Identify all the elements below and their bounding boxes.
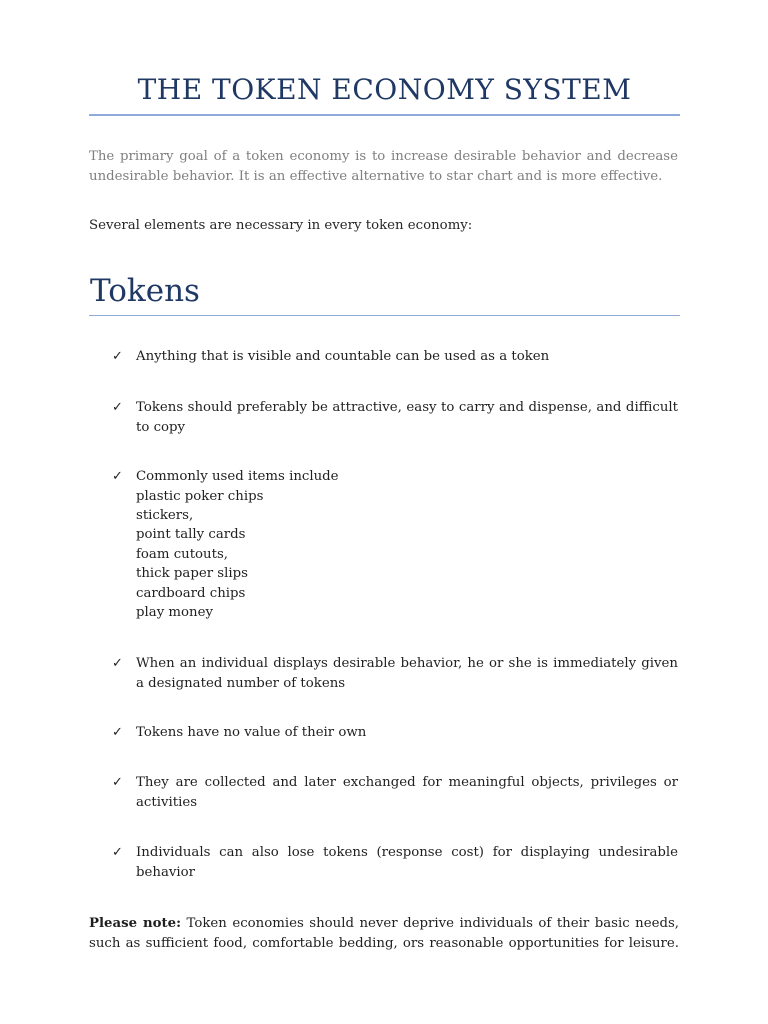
list-item-label: Commonly used items include: [136, 469, 339, 484]
page-title: THE TOKEN ECONOMY SYSTEM: [137, 73, 632, 106]
sub-list-item: thick paper slips: [136, 566, 248, 582]
list-item-text: They are collected and later exchanged for meaningful objects, privileges or activities: [136, 775, 678, 810]
checkmark-icon: ✓: [112, 845, 123, 860]
checkmark-icon: ✓: [112, 725, 123, 740]
list-item: [112, 773, 678, 812]
list-item-text: Tokens have no value of their own: [136, 725, 367, 740]
checkmark-icon: ✓: [112, 775, 123, 790]
token-examples-list: [136, 487, 678, 623]
sub-list-item: cardboard chips: [136, 585, 246, 601]
sub-list-item: plastic poker chips: [136, 488, 264, 504]
list-item-text: [136, 467, 678, 622]
list-item-text: Individuals can also lose tokens (response cost) for displaying undesirable behavior: [136, 845, 678, 880]
section-heading-tokens: Tokens: [90, 273, 200, 309]
list-item-text: When an individual displays desirable behavior, he or she is immediately given a designated number of tokens: [136, 656, 678, 691]
section-heading-underline: [89, 315, 680, 316]
checkmark-icon: ✓: [112, 349, 123, 364]
list-item: [112, 467, 678, 622]
sub-list-item: stickers,: [136, 507, 194, 523]
note-label: Please note:: [89, 916, 182, 931]
sub-list-item: foam cutouts,: [136, 546, 229, 562]
elements-paragraph: Several elements are necessary in every token economy:: [89, 218, 473, 233]
list-item: [112, 347, 678, 367]
list-item-text: Tokens should preferably be attractive, easy to carry and dispense, and difficult to copy: [136, 400, 678, 435]
note-paragraph: [89, 914, 679, 954]
checkmark-icon: ✓: [112, 469, 123, 484]
note-text: Token economies should never deprive individuals of their basic needs, such as sufficient food, comfortable bedding, ors reasonable opportunities for leisure.: [89, 916, 680, 951]
title-underline: [89, 114, 680, 116]
checkmark-icon: ✓: [112, 400, 123, 415]
list-item: [112, 398, 678, 437]
list-item-text: Anything that is visible and countable can be used as a token: [136, 349, 550, 364]
list-item: [112, 843, 678, 882]
sub-list-item: point tally cards: [136, 527, 246, 543]
intro-paragraph: The primary goal of a token economy is to increase desirable behavior and decrease undesirable behavior. It is an effective alternative to star chart and is more effective.: [89, 149, 678, 184]
sub-list-item: play money: [136, 604, 213, 620]
list-item: [112, 723, 678, 743]
checkmark-icon: ✓: [112, 656, 123, 671]
list-item: [112, 654, 678, 693]
